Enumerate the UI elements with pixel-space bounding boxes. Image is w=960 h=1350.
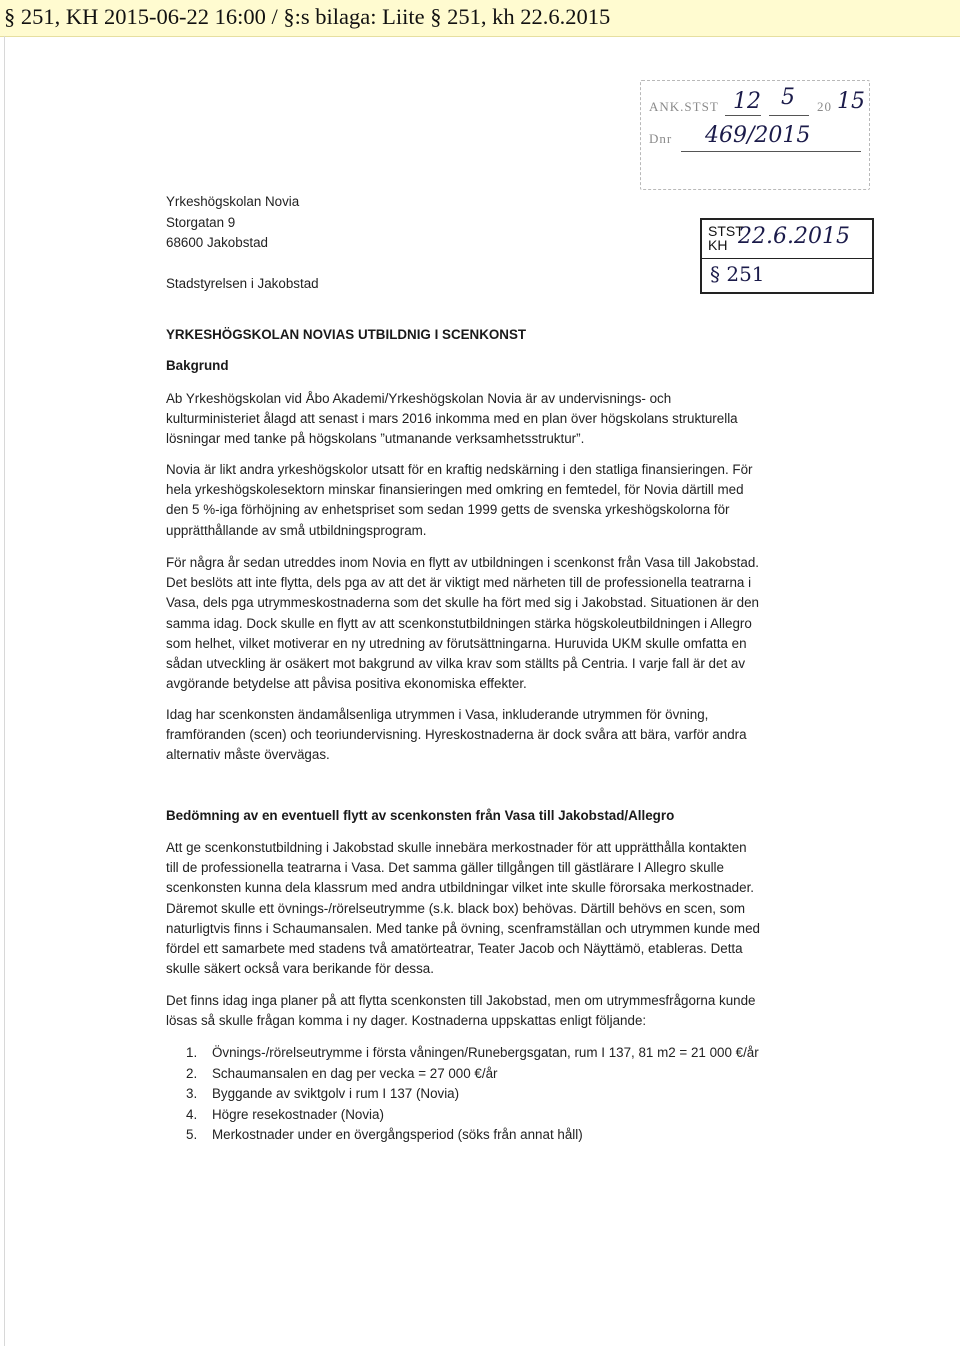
sender-postal: 68600 Jakobstad — [166, 235, 268, 250]
list-item — [186, 1043, 759, 1064]
agenda-header-title: § 251, KH 2015-06-22 16:00 / §:s bilaga: Liite § 251, kh 22.6.2015 — [4, 4, 611, 29]
registry-stamp-label: ANK.STST — [649, 99, 719, 114]
text-line: naturligtvis finns i Schaumansalen. Med tanke på övning, scenframställan och utrymmen kunde med — [166, 920, 760, 936]
text-line: kulturministeriet ålagd att senast i mars 2016 inkomma med en plan över högskolans strukturella — [166, 411, 738, 427]
registry-stamp-dnr-label: Dnr — [649, 131, 673, 146]
board-stamp — [700, 218, 874, 294]
text-line: alternativ måste övervägas. — [166, 747, 330, 763]
text-line: samma idag. Dock skulle en flytt av att scenkonstutbildningen stärka högskoleutbildningen i Allegro — [166, 615, 752, 631]
paragraph-5 — [166, 838, 806, 979]
text-line: fördel ett samarbete med stadens två amatörteatrar, Teater Jacob och Näyttämö, etableras. Detta — [166, 941, 743, 957]
text-line: till de professionella teatrarna i Vasa. Det samma gäller tillgången till gästlärare I Allegro skulle — [166, 860, 724, 876]
list-item-number: 1. — [186, 1045, 198, 1060]
list-item-number: 5. — [186, 1127, 198, 1142]
registry-stamp-month: 5 — [781, 85, 795, 110]
text-line: Att ge scenkonstutbildning i Jakobstad skulle innebära merkostnader för att upprätthålla kontakten — [166, 840, 747, 855]
list-item — [186, 1084, 759, 1105]
text-line: skulle säkert också vara berikande för dessa. — [166, 961, 434, 977]
document-title: YRKESHÖGSKOLAN NOVIAS UTBILDNIG I SCENKONST — [166, 327, 527, 342]
text-line: som helhet, vilket motiverar en ny utredning av förutsättningarna. Huruvida UKM skulle omfatta en — [166, 635, 747, 651]
text-line: Novia är likt andra yrkeshögskolor utsatt för en kraftig nedskärning i den statliga finansieringen. För — [166, 462, 753, 477]
board-stamp-kh-label: KH — [708, 237, 728, 253]
list-item — [186, 1064, 759, 1085]
text-line: framföranden (scen) och teoriundervisning. Hyreskostnaderna är dock svåra att bära, varför andra — [166, 727, 747, 743]
text-line: För några år sedan utreddes inom Novia en flytt av utbildningen i scenkonst från Vasa till Jakobstad. — [166, 555, 759, 570]
section-heading-assessment: Bedömning av en eventuell flytt av scenkonsten från Vasa till Jakobstad/Allegro — [166, 808, 675, 823]
paragraph-1 — [166, 389, 806, 450]
board-stamp-date: 22.6.2015 — [738, 224, 850, 249]
list-item — [186, 1125, 759, 1146]
text-line: upprätthållande av små utbildningsprogram. — [166, 522, 427, 538]
list-item-number: 4. — [186, 1106, 198, 1122]
text-line: hela yrkeshögskolesektorn minskar finansieringen med omkring en femtedel, för Novia därtill med — [166, 482, 744, 498]
section-heading-background: Bakgrund — [166, 358, 229, 373]
text-line: lösningar med tanke på högskolans ”utmanande verksamhetsstruktur”. — [166, 431, 585, 447]
text-line: Idag har scenkonsten ändamålsenliga utrymmen i Vasa, inkluderande utrymmen för övning, — [166, 707, 709, 722]
list-item-text: Schaumansalen en dag per vecka = 27 000 €/år — [212, 1065, 498, 1081]
text-line: Vasa, dels pga utrymmeskostnaderna som det skulle ha fört med sig i Jakobstad. Situationen är den — [166, 595, 759, 611]
text-line: lösas så skulle frågan komma i ny dager. Kostnaderna uppskattas enligt följande: — [166, 1013, 647, 1029]
registry-stamp-year: 15 — [837, 89, 865, 114]
agenda-header-bar — [0, 0, 960, 37]
sender-name: Yrkeshögskolan Novia — [166, 194, 300, 209]
paragraph-3 — [166, 553, 806, 694]
board-stamp-label: STST — [708, 223, 744, 239]
list-item-text: Högre resekostnader (Novia) — [212, 1106, 384, 1122]
cost-list — [186, 1043, 759, 1146]
text-line: den 5 %-iga förhöjning av enhetspriset som sedan 1999 getts de svenska yrkeshögskolorna för — [166, 502, 730, 518]
paragraph-6 — [166, 991, 806, 1031]
paragraph-2 — [166, 460, 806, 541]
text-line: Ab Yrkeshögskolan vid Åbo Akademi/Yrkeshögskolan Novia är av undervisnings- och — [166, 391, 672, 406]
text-line: Det finns idag inga planer på att flytta scenkonsten till Jakobstad, men om utrymmesfrågorna kunde — [166, 993, 756, 1008]
sender-street: Storgatan 9 — [166, 214, 236, 230]
list-item-number: 2. — [186, 1065, 198, 1081]
scan-left-edge — [4, 36, 5, 1346]
registry-stamp — [640, 80, 870, 190]
text-line: Däremot skulle ett övnings-/rörelseutrymme (s.k. black box) behövas. Därtill behövs en scen, som — [166, 900, 746, 916]
text-line: scenkonsten kunna dela klassrum med andra utbildningar vilket inte skulle förorsaka merkostnader. — [166, 880, 755, 896]
list-item-text: Merkostnader under en övergångsperiod (söks från annat håll) — [212, 1127, 583, 1142]
paragraph-4 — [166, 705, 806, 766]
list-item — [186, 1105, 759, 1126]
registry-stamp-dnr: 469/2015 — [705, 123, 811, 148]
registry-stamp-year-prefix: 20 — [817, 99, 832, 114]
list-item-text: Övnings-/rörelseutrymme i första våningen/Runebergsgatan, rum I 137, 81 m2 = 21 000 €/år — [212, 1045, 759, 1060]
text-line: Det beslöts att inte flytta, dels pga av att det är viktigt med närheten till de professionella teatrarna i — [166, 575, 752, 591]
text-line: sådan utveckling är osäkert mot bakgrund av vilka krav som ställts på Centria. I varje fall är det av — [166, 656, 746, 672]
list-item-number: 3. — [186, 1086, 198, 1101]
text-line: avgörande betydelse att påvisa positiva ekonomiska effekter. — [166, 676, 527, 692]
registry-stamp-day: 12 — [733, 89, 761, 114]
board-stamp-section: § 251 — [710, 262, 765, 286]
recipient: Stadstyrelsen i Jakobstad — [166, 276, 319, 291]
list-item-text: Byggande av sviktgolv i rum I 137 (Novia) — [212, 1086, 460, 1101]
sender-address — [166, 192, 299, 254]
